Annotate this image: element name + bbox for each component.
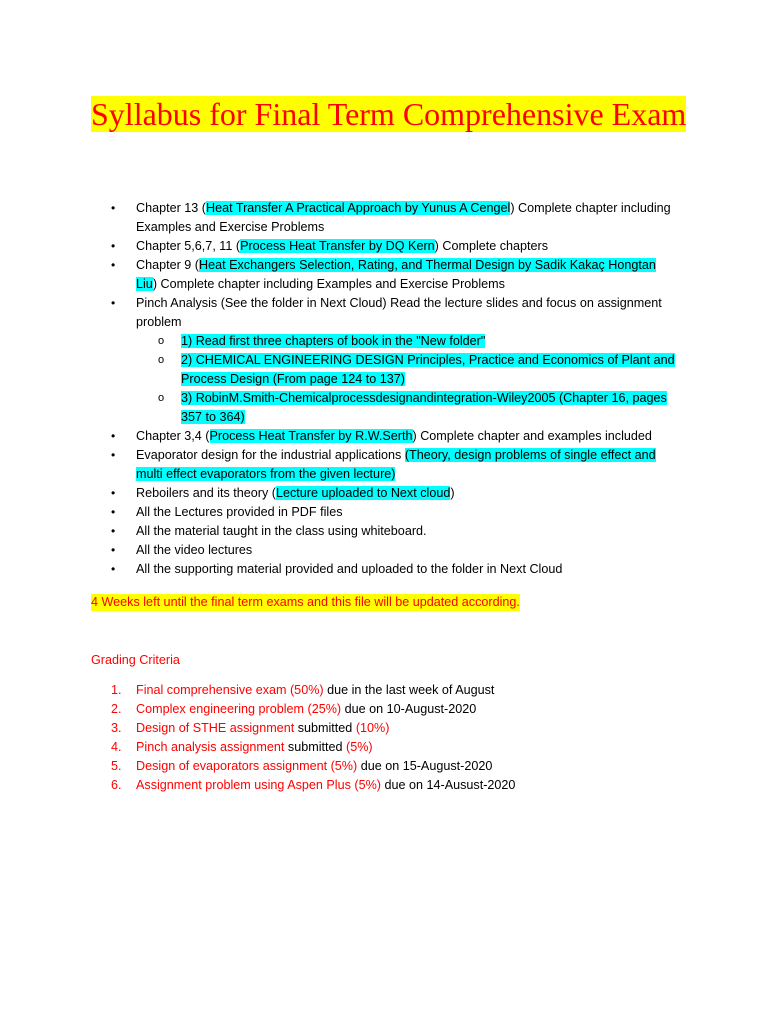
- list-item: • All the video lectures: [0, 541, 768, 560]
- grading-heading: Grading Criteria: [91, 653, 180, 667]
- list-item: • Chapter 5,6,7, 11 (Process Heat Transfer by DQ Kern) Complete chapters: [0, 237, 768, 256]
- grading-item: 3. Design of STHE assignment submitted (10%): [111, 721, 390, 735]
- list-item: • Reboilers and its theory (Lecture uploaded to Next cloud): [0, 484, 768, 503]
- list-item: • All the Lectures provided in PDF files: [0, 503, 768, 522]
- pinch-sublist: [136, 332, 678, 427]
- list-item: • Chapter 13 (Heat Transfer A Practical Approach by Yunus A Cengel) Complete chapter including Examples and Exercise Problems: [0, 199, 768, 237]
- syllabus-list: [0, 199, 768, 579]
- list-item: • Evaporator design for the industrial applications (Theory, design problems of single effect and multi effect evaporators from the given lecture): [0, 446, 768, 484]
- page-title: Syllabus for Final Term Comprehensive Exam: [91, 96, 687, 132]
- update-notice: 4 Weeks left until the final term exams and this file will be updated according.: [91, 595, 520, 609]
- list-item: • All the supporting material provided and uploaded to the folder in Next Cloud: [0, 560, 768, 579]
- list-item: • Chapter 3,4 (Process Heat Transfer by R.W.Serth) Complete chapter and examples included: [0, 427, 768, 446]
- grading-item: 2. Complex engineering problem (25%) due on 10-August-2020: [111, 702, 477, 716]
- sub-list-item: o 2) CHEMICAL ENGINEERING DESIGN Principles, Practice and Economics of Plant and Process Design (From page 124 to 137): [136, 351, 678, 389]
- grading-item: 5. Design of evaporators assignment (5%) due on 15-August-2020: [111, 759, 493, 773]
- list-item: • Chapter 9 (Heat Exchangers Selection, Rating, and Thermal Design by Sadik Kakaç Hongtan Liu) Complete chapter including Examples and Exercise Problems: [0, 256, 768, 294]
- grading-list: [0, 681, 515, 795]
- grading-item: 1. Final comprehensive exam (50%) due in the last week of August: [111, 683, 495, 697]
- grading-item: 4. Pinch analysis assignment submitted (5%): [111, 740, 373, 754]
- sub-list-item: o 1) Read first three chapters of book in the "New folder": [136, 332, 678, 351]
- list-item: • Pinch Analysis (See the folder in Next Cloud) Read the lecture slides and focus on assignment problem o 1) Read first three chapters of book in the "New folder" o 2) CHEMICAL ENGINEERING DESIGN Principles, Practice and Economics of Plant and Process Design (From page 124 to 137) o 3) RobinM.Smith-Chemicalprocessdesignandintegration-Wiley2005 (Chapter 16, pages 357 to 364): [0, 294, 768, 427]
- list-item: • All the material taught in the class using whiteboard.: [0, 522, 768, 541]
- grading-item: 6. Assignment problem using Aspen Plus (5%) due on 14-Ausust-2020: [111, 778, 516, 792]
- sub-list-item: o 3) RobinM.Smith-Chemicalprocessdesignandintegration-Wiley2005 (Chapter 16, pages 357 to 364): [136, 389, 678, 427]
